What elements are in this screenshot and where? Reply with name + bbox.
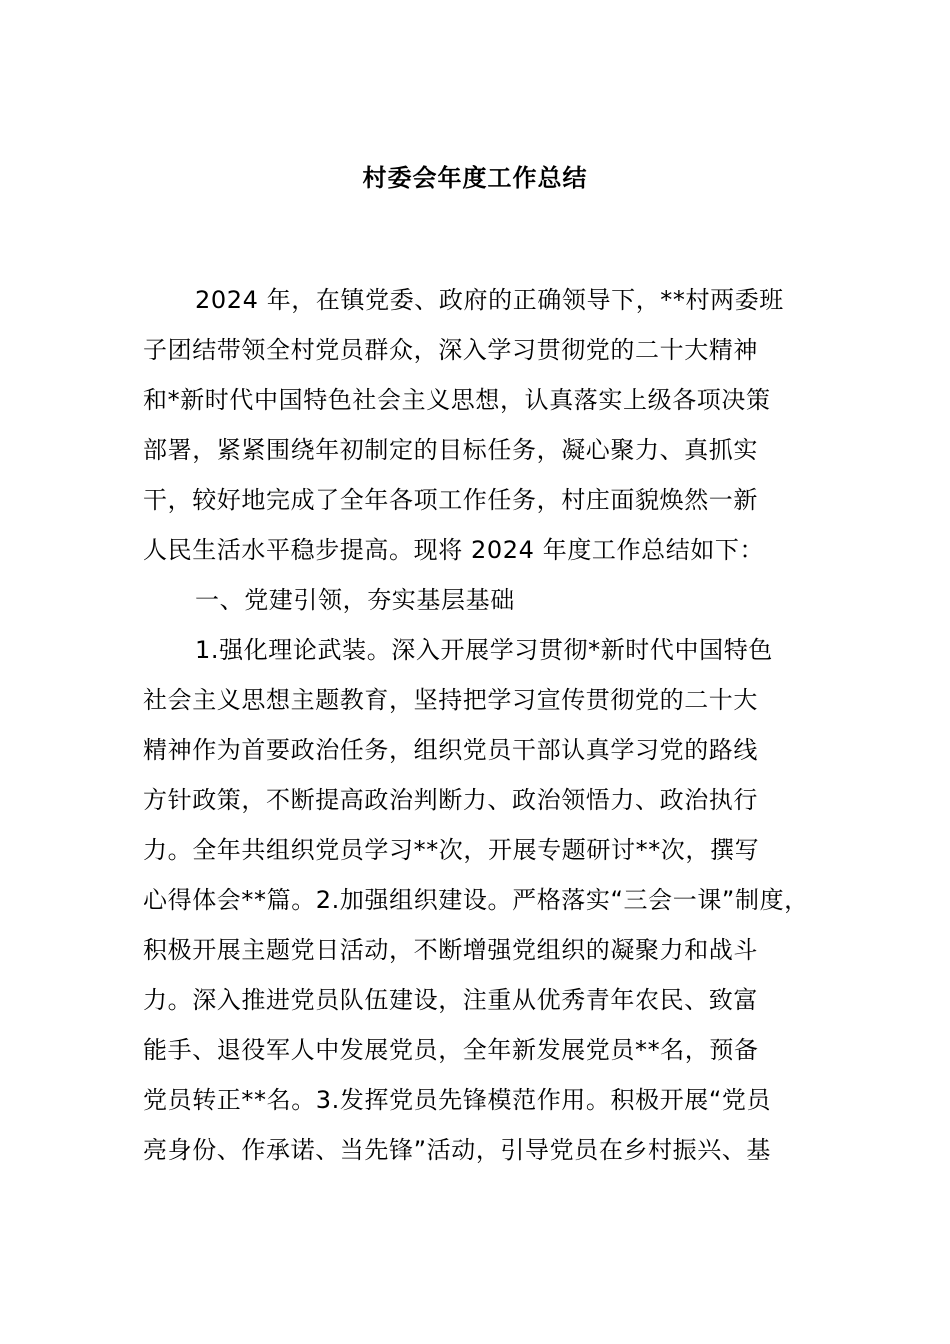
paragraph-line: 精神作为首要政治任务，组织党员干部认真学习党的路线 [143,736,758,764]
paragraph-line: 能手、退役军人中发展党员，全年新发展党员**名，预备 [143,1036,759,1064]
paragraph-line: 亮身份、作承诺、当先锋”活动，引导党员在乡村振兴、基 [143,1136,772,1164]
section-heading: 一、党建引领，夯实基层基础 [195,586,515,614]
paragraph-line: 部署，紧紧围绕年初制定的目标任务，凝心聚力、真抓实 [143,436,758,464]
paragraph-line: 社会主义思想主题教育，坚持把学习宣传贯彻党的二十大 [143,686,758,714]
paragraph-line: 子团结带领全村党员群众，深入学习贯彻党的二十大精神 [143,336,758,364]
paragraph-line: 人民生活水平稳步提高。现将 2024 年度工作总结如下： [143,536,765,564]
paragraph-line: 和*新时代中国特色社会主义思想，认真落实上级各项决策 [143,386,771,414]
paragraph-line: 党员转正**名。3.发挥党员先锋模范作用。积极开展“党员 [143,1086,772,1114]
paragraph-line: 1.强化理论武装。深入开展学习贯彻*新时代中国特色 [195,636,773,664]
paragraph-line: 力。深入推进党员队伍建设，注重从优秀青年农民、致富 [143,986,758,1014]
document-title: 村委会年度工作总结 [362,164,588,192]
paragraph-line: 积极开展主题党日活动，不断增强党组织的凝聚力和战斗 [143,936,758,964]
paragraph-line: 干，较好地完成了全年各项工作任务，村庄面貌焕然一新 [143,486,758,514]
document-body [143,275,809,1175]
paragraph-line: 2024 年，在镇党委、政府的正确领导下，**村两委班 [195,286,784,314]
paragraph-line: 力。全年共组织党员学习**次，开展专题研讨**次，撰写 [143,836,760,864]
paragraph-line: 心得体会**篇。2.加强组织建设。严格落实“三会一课”制度， [143,886,809,914]
paragraph-line: 方针政策，不断提高政治判断力、政治领悟力、政治执行 [143,786,758,814]
